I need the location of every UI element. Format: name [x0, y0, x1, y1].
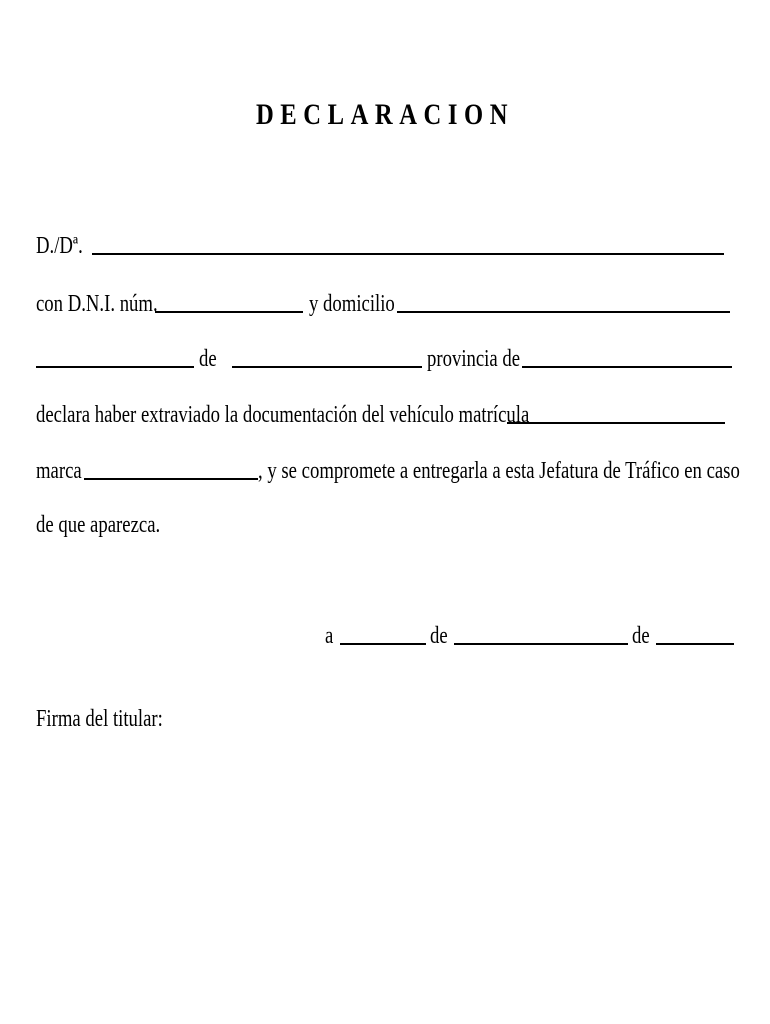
locality-line: [0, 341, 770, 377]
matricula-line: [0, 397, 770, 433]
marca-label: marca: [36, 458, 82, 484]
declaration-text: declara haber extraviado la documentación del vehículo matrícula: [36, 402, 530, 428]
closing-text: de que aparezca.: [36, 512, 161, 538]
closing-line: [0, 507, 770, 543]
date-a-label: a: [325, 623, 334, 649]
dni-label: con D.N.I. núm.: [36, 291, 158, 317]
date-de-label-1: de: [430, 623, 448, 649]
domicilio-label: y domicilio: [309, 291, 395, 317]
date-de-label-2: de: [632, 623, 650, 649]
day-blank[interactable]: [340, 643, 426, 645]
marca-line: [0, 453, 770, 489]
month-blank[interactable]: [454, 643, 628, 645]
name-line: [0, 228, 770, 264]
locality-blank[interactable]: [36, 366, 194, 368]
matricula-blank[interactable]: [507, 422, 725, 424]
name-blank[interactable]: [92, 253, 724, 255]
marca-blank[interactable]: [84, 478, 258, 480]
dni-line: [0, 286, 770, 322]
municipality-blank[interactable]: [232, 366, 422, 368]
domicilio-blank[interactable]: [397, 311, 730, 313]
signature-label: Firma del titular:: [36, 706, 163, 732]
provincia-label: provincia de: [427, 346, 521, 372]
document-title: DECLARACION: [255, 98, 515, 131]
name-prefix-label: D./Dª.: [36, 233, 83, 259]
locality-de-label: de: [199, 346, 217, 372]
dni-blank[interactable]: [155, 311, 303, 313]
commitment-text: , y se compromete a entregarla a esta Jefatura de Tráfico en caso: [258, 458, 740, 484]
year-blank[interactable]: [656, 643, 734, 645]
signature-line: [0, 701, 770, 737]
provincia-blank[interactable]: [522, 366, 732, 368]
date-line: [0, 618, 770, 654]
